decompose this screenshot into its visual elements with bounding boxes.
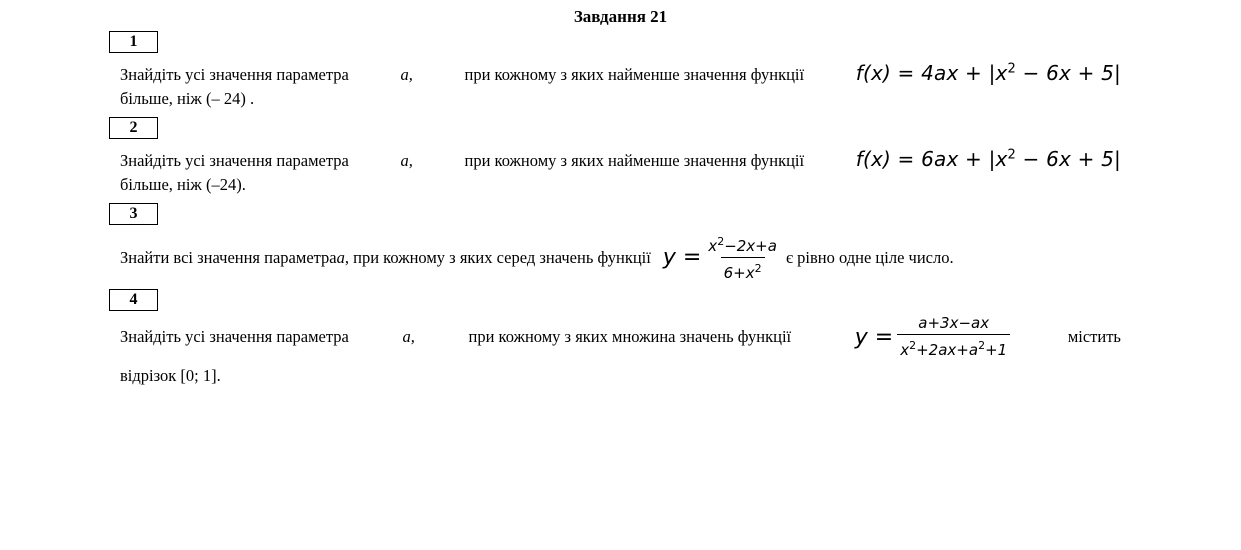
- task-number-box: 1: [109, 31, 158, 53]
- task-text: більше, ніж (–24).: [120, 175, 246, 194]
- task-text: містить: [1067, 327, 1121, 346]
- parameter-symbol: a: [336, 247, 345, 267]
- fraction-numerator: $x^2-2x+a$: [708, 235, 777, 255]
- task-2-line-1: [120, 147, 1121, 171]
- function-fraction: [705, 232, 780, 283]
- task-number-box: 3: [109, 203, 158, 225]
- task-text: , при кожному з яких серед значень функції: [344, 247, 651, 267]
- task-text: при кожному з яких найменше значення функції: [464, 65, 805, 84]
- function-fraction: [897, 314, 1010, 360]
- task-text: Знайти всі значення параметра: [120, 247, 337, 267]
- task-number-box: 2: [109, 117, 158, 139]
- task-3-line-1: [120, 232, 1120, 283]
- fraction-denominator: $6+x^2$: [721, 257, 765, 283]
- task-text: більше, ніж (– 24) .: [120, 89, 255, 108]
- fraction-numerator: a+3x−ax: [918, 314, 990, 332]
- task-text: при кожному з яких множина значень функції: [468, 327, 792, 346]
- task-text: при кожному з яких найменше значення функції: [464, 151, 805, 170]
- function-formula-lhs: y =: [854, 324, 894, 350]
- task-text: Знайдіть усі значення параметра: [120, 65, 349, 84]
- task-text: відрізок [0; 1].: [120, 366, 221, 385]
- task-text: є рівно одне ціле число.: [785, 247, 954, 267]
- task-text: Знайдіть усі значення параметра: [120, 151, 349, 170]
- page-title: Завдання 21: [573, 7, 668, 26]
- parameter-symbol: a,: [400, 151, 413, 170]
- function-formula: $f(x) = 6ax + |x^2 - 6x + 5|$: [855, 147, 1121, 171]
- fraction-denominator: $x^2+2ax+a^2+1$: [897, 334, 1010, 360]
- function-formula: [845, 314, 1014, 360]
- parameter-symbol: a,: [402, 327, 415, 346]
- task-text: Знайдіть усі значення параметра: [120, 327, 349, 346]
- parameter-symbol: a,: [400, 65, 413, 84]
- task-number-box: 4: [109, 289, 158, 311]
- function-formula-lhs: y =: [662, 245, 702, 270]
- function-formula: $f(x) = 4ax + |x^2 - 6x + 5|$: [855, 61, 1121, 85]
- task-4-line-1: [120, 314, 1121, 360]
- task-1-line-1: [120, 61, 1121, 85]
